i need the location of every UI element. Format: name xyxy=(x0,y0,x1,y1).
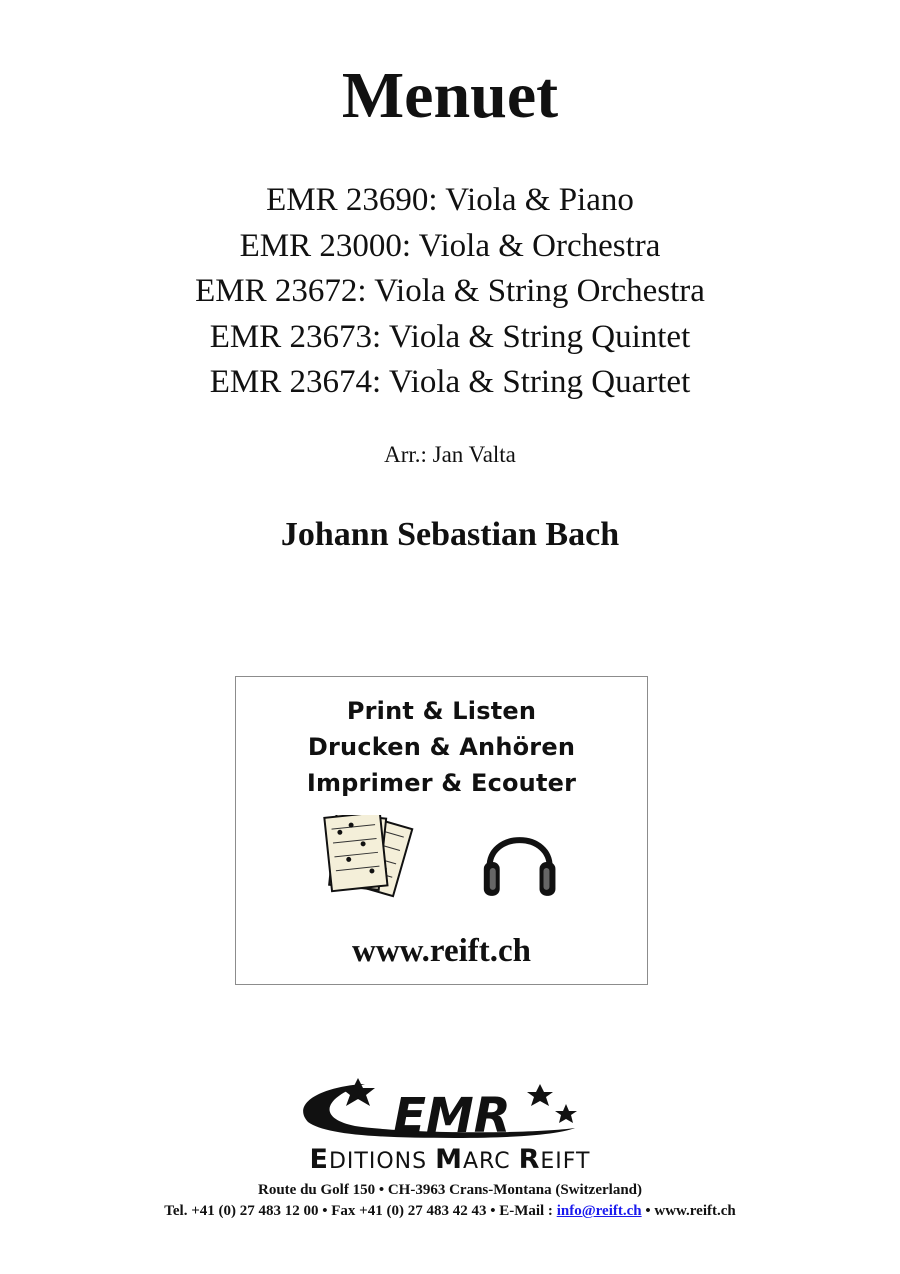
star-icon xyxy=(555,1104,577,1123)
footer-contact-prefix: Tel. +41 (0) 27 483 12 00 • Fax +41 (0) 27 483 42 43 • E-Mail : xyxy=(164,1203,557,1219)
footer-contact xyxy=(0,1201,900,1222)
promo-artwork xyxy=(236,815,647,915)
promo-lines xyxy=(236,693,647,801)
composer: Johann Sebastian Bach xyxy=(280,516,620,553)
edition-line: EMR 23673: Viola & String Quintet xyxy=(209,318,691,355)
footer-address: Route du Golf 150 • CH-3963 Crans-Montana (Switzerland) xyxy=(258,1182,642,1198)
promo-line: Imprimer & Ecouter xyxy=(306,769,577,797)
page-title: Menuet xyxy=(341,59,559,132)
edition-line: EMR 23690: Viola & Piano xyxy=(266,182,634,218)
promo-line: Print & Listen xyxy=(346,697,537,725)
emr-logo-mark: EMR xyxy=(393,1088,511,1144)
footer-contact-suffix: • www.reift.ch xyxy=(641,1203,736,1219)
star-icon xyxy=(527,1084,553,1106)
edition-line: EMR 23000: Viola & Orchestra xyxy=(239,227,661,264)
emr-logo xyxy=(230,1074,670,1174)
arranger: Arr.: Jan Valta xyxy=(384,442,516,467)
print-listen-box[interactable] xyxy=(235,676,648,985)
edition-list xyxy=(0,178,900,406)
promo-url[interactable]: www.reift.ch xyxy=(351,933,532,969)
headphones-icon xyxy=(484,840,556,896)
edition-line: EMR 23672: Viola & String Orchestra xyxy=(195,273,705,309)
publisher-footer xyxy=(0,1180,900,1222)
email-link[interactable]: info@reift.ch xyxy=(556,1203,642,1219)
publisher-name: EDITIONS MARC REIFT xyxy=(309,1144,591,1174)
edition-line: EMR 23674: Viola & String Quartet xyxy=(209,364,691,400)
promo-line: Drucken & Anhören xyxy=(307,733,576,761)
sheet-music-icon xyxy=(324,815,412,896)
star-icon xyxy=(341,1078,375,1106)
